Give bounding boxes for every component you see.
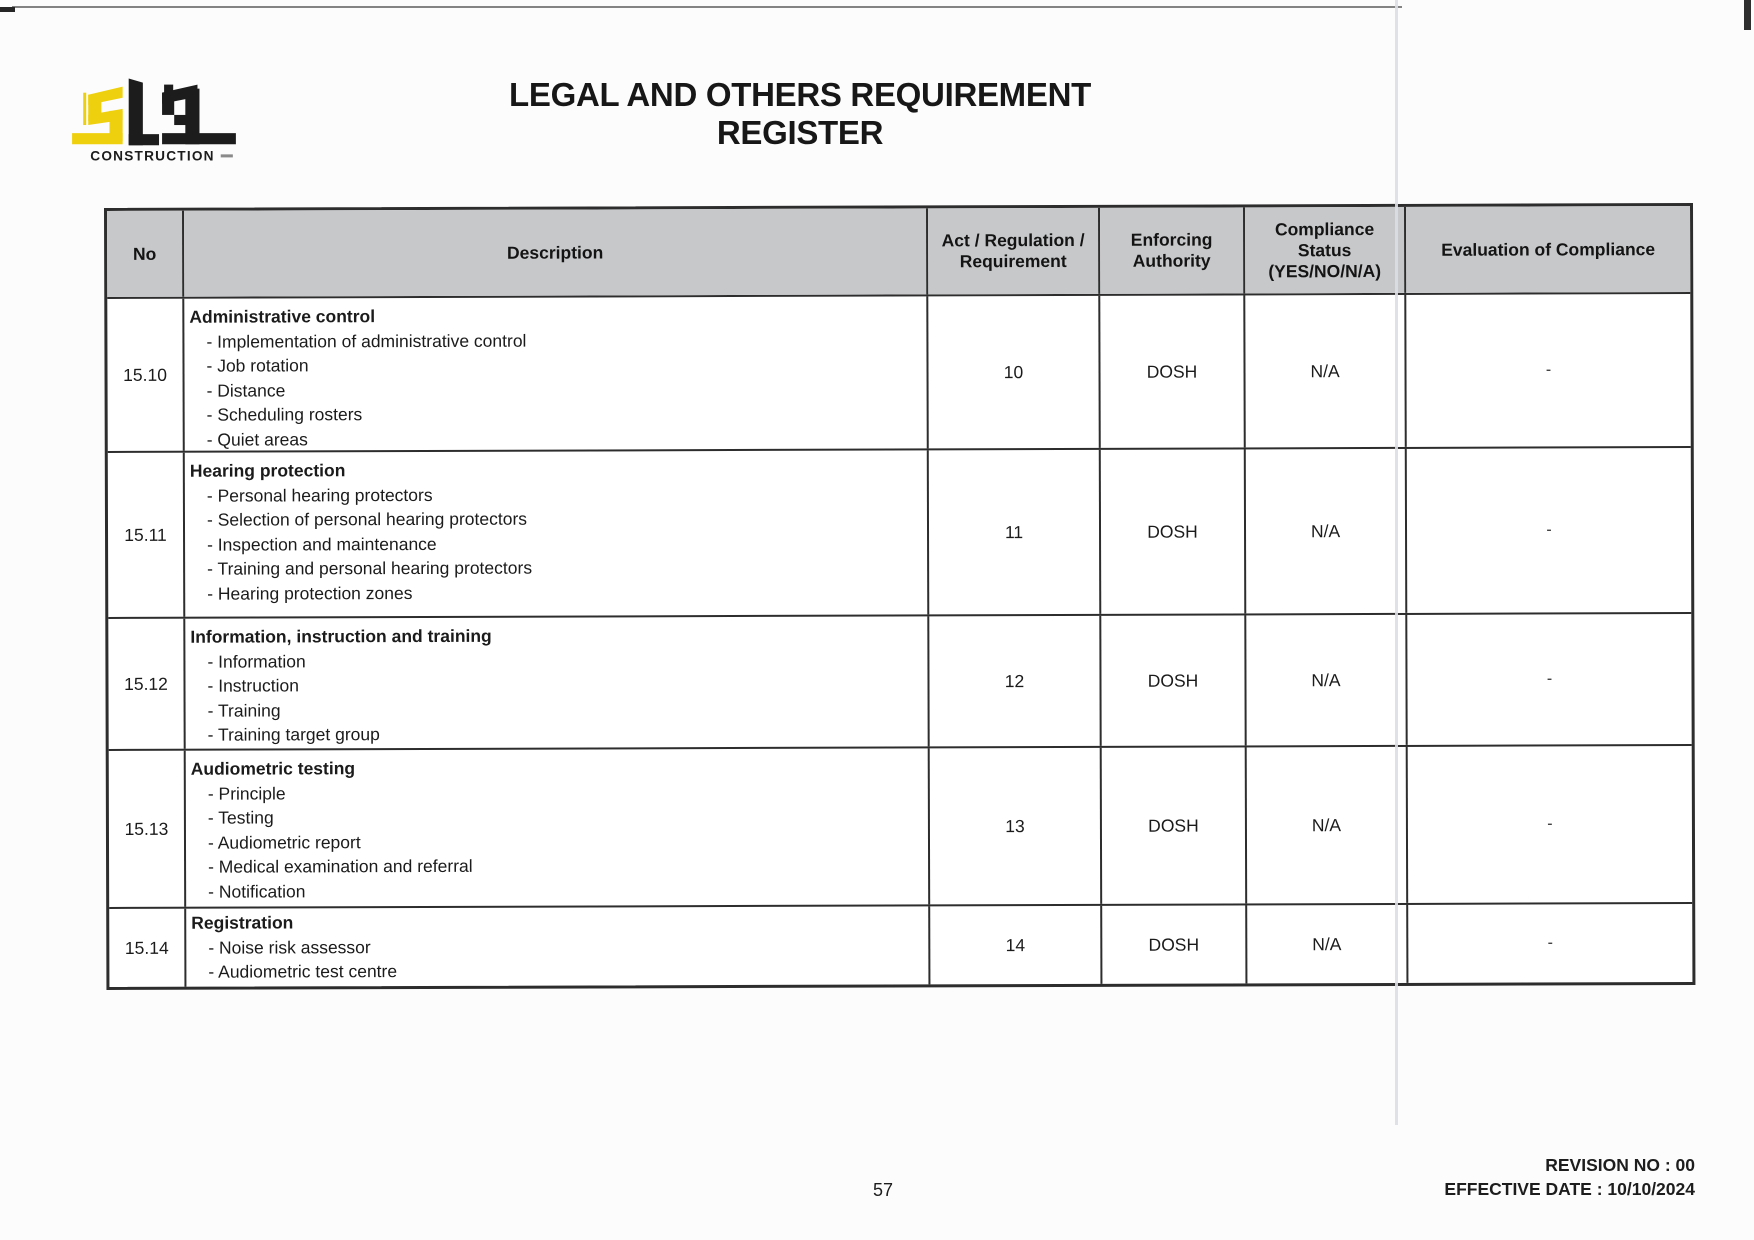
effective-date: EFFECTIVE DATE : 10/10/2024 <box>1444 1178 1695 1199</box>
row-enforcing-authority: DOSH <box>1101 615 1246 745</box>
header-compliance-status: Compliance Status (YES/NO/N/A) <box>1245 207 1406 294</box>
description-item: - Hearing protection zones <box>207 582 413 604</box>
row-compliance-status: N/A <box>1247 747 1408 904</box>
row-evaluation: - <box>1547 815 1553 833</box>
description-item: - Instruction <box>207 675 299 696</box>
scan-artifact-top-edge <box>12 6 1402 8</box>
description-item: - Personal hearing protectors <box>206 484 433 506</box>
header-act-regulation: Act / Regulation / Requirement <box>928 208 1100 295</box>
description-item: - Information <box>207 650 306 672</box>
row-enforcing-authority: DOSH <box>1101 449 1247 613</box>
row-evaluation: - <box>1546 521 1552 539</box>
row-compliance-status: N/A <box>1246 449 1408 614</box>
row-description <box>186 906 930 986</box>
row-no: 15.13 <box>109 751 186 907</box>
description-item: - Training and personal hearing protectors <box>207 557 533 579</box>
row-evaluation: - <box>1546 670 1553 688</box>
header-enforcing-authority: Enforcing Authority <box>1100 207 1245 293</box>
description-item: - Selection of personal hearing protectors <box>206 508 528 530</box>
table-row <box>107 294 1690 453</box>
row-evaluation: - <box>1545 361 1552 379</box>
page-title: LEGAL AND OTHERS REQUIREMENT REGISTER <box>509 76 1091 151</box>
row-evaluation: - <box>1547 934 1553 952</box>
scan-artifact-top-right-mark <box>1744 0 1751 30</box>
row-act-regulation: 10 <box>928 296 1100 449</box>
description-category: Hearing protection <box>189 460 346 481</box>
header-evaluation: Evaluation of Compliance <box>1406 206 1690 293</box>
row-enforcing-authority: DOSH <box>1102 747 1247 903</box>
description-item: - Medical examination and referral <box>208 855 473 877</box>
description-item: - Inspection and maintenance <box>207 533 437 555</box>
table-row <box>108 448 1692 619</box>
row-compliance-status: N/A <box>1246 615 1407 746</box>
description-item: - Distance <box>206 379 286 401</box>
scan-artifact-fold-line <box>1395 0 1398 1125</box>
row-act-regulation: 13 <box>930 748 1102 905</box>
description-item: - Quiet areas <box>206 428 308 450</box>
table-header-row <box>107 206 1690 299</box>
logo-caption: CONSTRUCTION <box>90 148 215 164</box>
description-item: - Audiometric test centre <box>208 961 398 982</box>
description-category: Information, instruction and training <box>190 625 492 647</box>
logo-caption-smudge <box>221 154 233 157</box>
row-act-regulation: 14 <box>930 906 1102 985</box>
row-description <box>185 450 930 616</box>
company-logo <box>66 78 246 164</box>
description-item: - Training <box>207 699 281 721</box>
row-no: 15.10 <box>107 299 184 451</box>
requirements-table <box>104 203 1695 990</box>
scan-artifact-top-left-mark <box>0 7 15 12</box>
row-description <box>184 296 928 450</box>
row-no: 15.11 <box>108 453 186 617</box>
description-category: Audiometric testing <box>190 758 356 779</box>
description-item: - Training target group <box>207 724 380 745</box>
row-act-regulation: 12 <box>929 616 1101 747</box>
description-item: - Notification <box>208 880 306 902</box>
row-enforcing-authority: DOSH <box>1100 295 1245 447</box>
description-item: - Implementation of administrative control <box>206 330 527 352</box>
description-item: - Testing <box>207 807 274 828</box>
row-act-regulation: 11 <box>929 450 1102 615</box>
header-no: No <box>107 211 184 297</box>
row-description <box>186 748 930 906</box>
document-meta <box>1444 1154 1695 1201</box>
row-description <box>185 616 929 748</box>
logo-letter-s <box>72 87 123 145</box>
description-item: - Scheduling rosters <box>206 404 363 425</box>
row-compliance-status: N/A <box>1247 905 1408 984</box>
row-enforcing-authority: DOSH <box>1102 905 1247 983</box>
description-item: - Noise risk assessor <box>208 936 371 958</box>
row-compliance-status: N/A <box>1245 295 1406 448</box>
header-description: Description <box>184 208 928 296</box>
description-category: Registration <box>191 912 294 933</box>
slg-logo-mark <box>66 78 246 164</box>
description-item: - Audiometric report <box>207 831 361 853</box>
table-row <box>108 614 1691 751</box>
logo-letters-lg <box>129 79 236 146</box>
description-item: - Principle <box>207 782 286 804</box>
row-no: 15.14 <box>109 909 186 987</box>
table-row <box>109 904 1692 987</box>
page-number: 57 <box>872 1180 894 1200</box>
row-no: 15.12 <box>108 619 185 749</box>
description-category: Administrative control <box>189 306 376 327</box>
description-item: - Job rotation <box>206 355 309 376</box>
revision-no: REVISION NO : 00 <box>1545 1155 1695 1175</box>
table-row <box>109 746 1692 909</box>
